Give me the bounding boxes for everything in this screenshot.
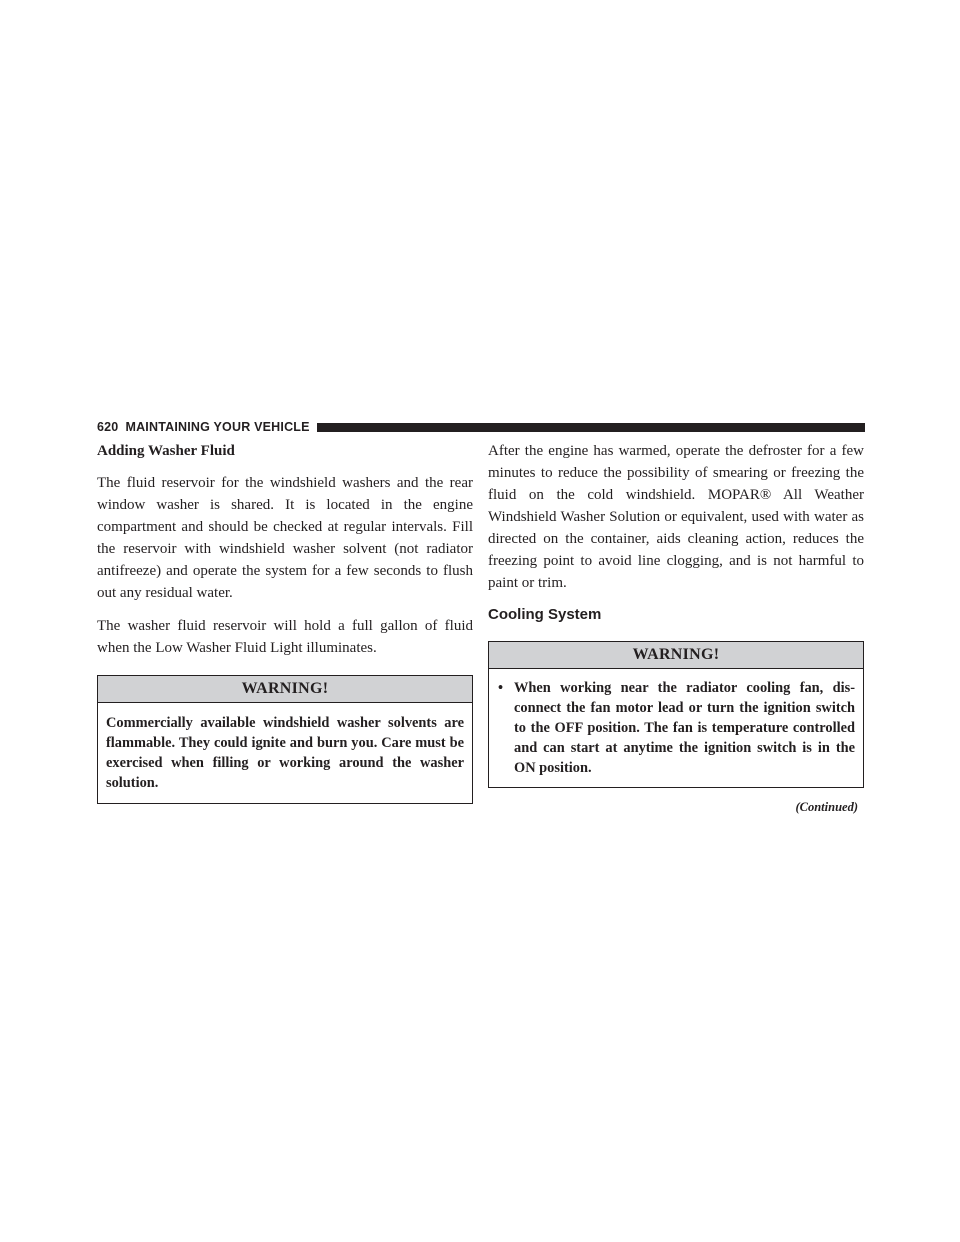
page-number: 620	[97, 420, 119, 434]
list-item-text: When working near the radiator cooling fan, dis- connect the fan motor lead or turn the ignition switch to the OFF position. The fan is temperature controlled and can start at anytime the ignition switch is in the ON position.	[514, 680, 855, 776]
bullet-icon: •	[498, 680, 504, 696]
section-title: MAINTAINING YOUR VEHICLE	[125, 420, 310, 434]
warning-title: WARNING!	[489, 642, 863, 669]
washer-fluid-paragraph-2: The washer fluid reservoir will hold a full gallon of fluid when the Low Washer Fluid Light illuminates.	[97, 618, 473, 656]
cooling-system-heading: Cooling System	[488, 606, 602, 623]
page-header	[97, 418, 865, 436]
washer-warning-box	[97, 675, 473, 804]
warning-text: Commercially available windshield washer solvents are flammable. They could ignite and burn you. Care must be exercised when filling or working around the washer solution.	[106, 715, 464, 791]
warning-list	[495, 678, 855, 778]
cooling-warning-box	[488, 641, 864, 788]
right-column	[488, 440, 864, 815]
header-rule	[317, 423, 865, 432]
list-item	[495, 678, 855, 778]
defroster-paragraph: After the engine has warmed, operate the defroster for a few minutes to reduce the possibility of smearing or freezing the fluid on the cold windshield. MOPAR® All Weather Windshield Washer Solution or equivalent, used with water as directed on the container, aids cleaning action, reduces the freezing point to avoid line clogging, and is not harmful to paint or trim.	[488, 443, 864, 591]
continued-label: (Continued)	[795, 800, 858, 814]
warning-title: WARNING!	[98, 676, 472, 703]
washer-fluid-heading: Adding Washer Fluid	[97, 443, 235, 459]
warning-body	[489, 669, 863, 787]
washer-fluid-paragraph-1: The fluid reservoir for the windshield washers and the rear window washer is shared. It is located in the engine compartment and should be checked at regular intervals. Fill the reservoir with windshield washer solvent (not radiator antifreeze) and operate the system for a few seconds to flush out any residual water.	[97, 475, 473, 601]
left-column	[97, 440, 473, 804]
